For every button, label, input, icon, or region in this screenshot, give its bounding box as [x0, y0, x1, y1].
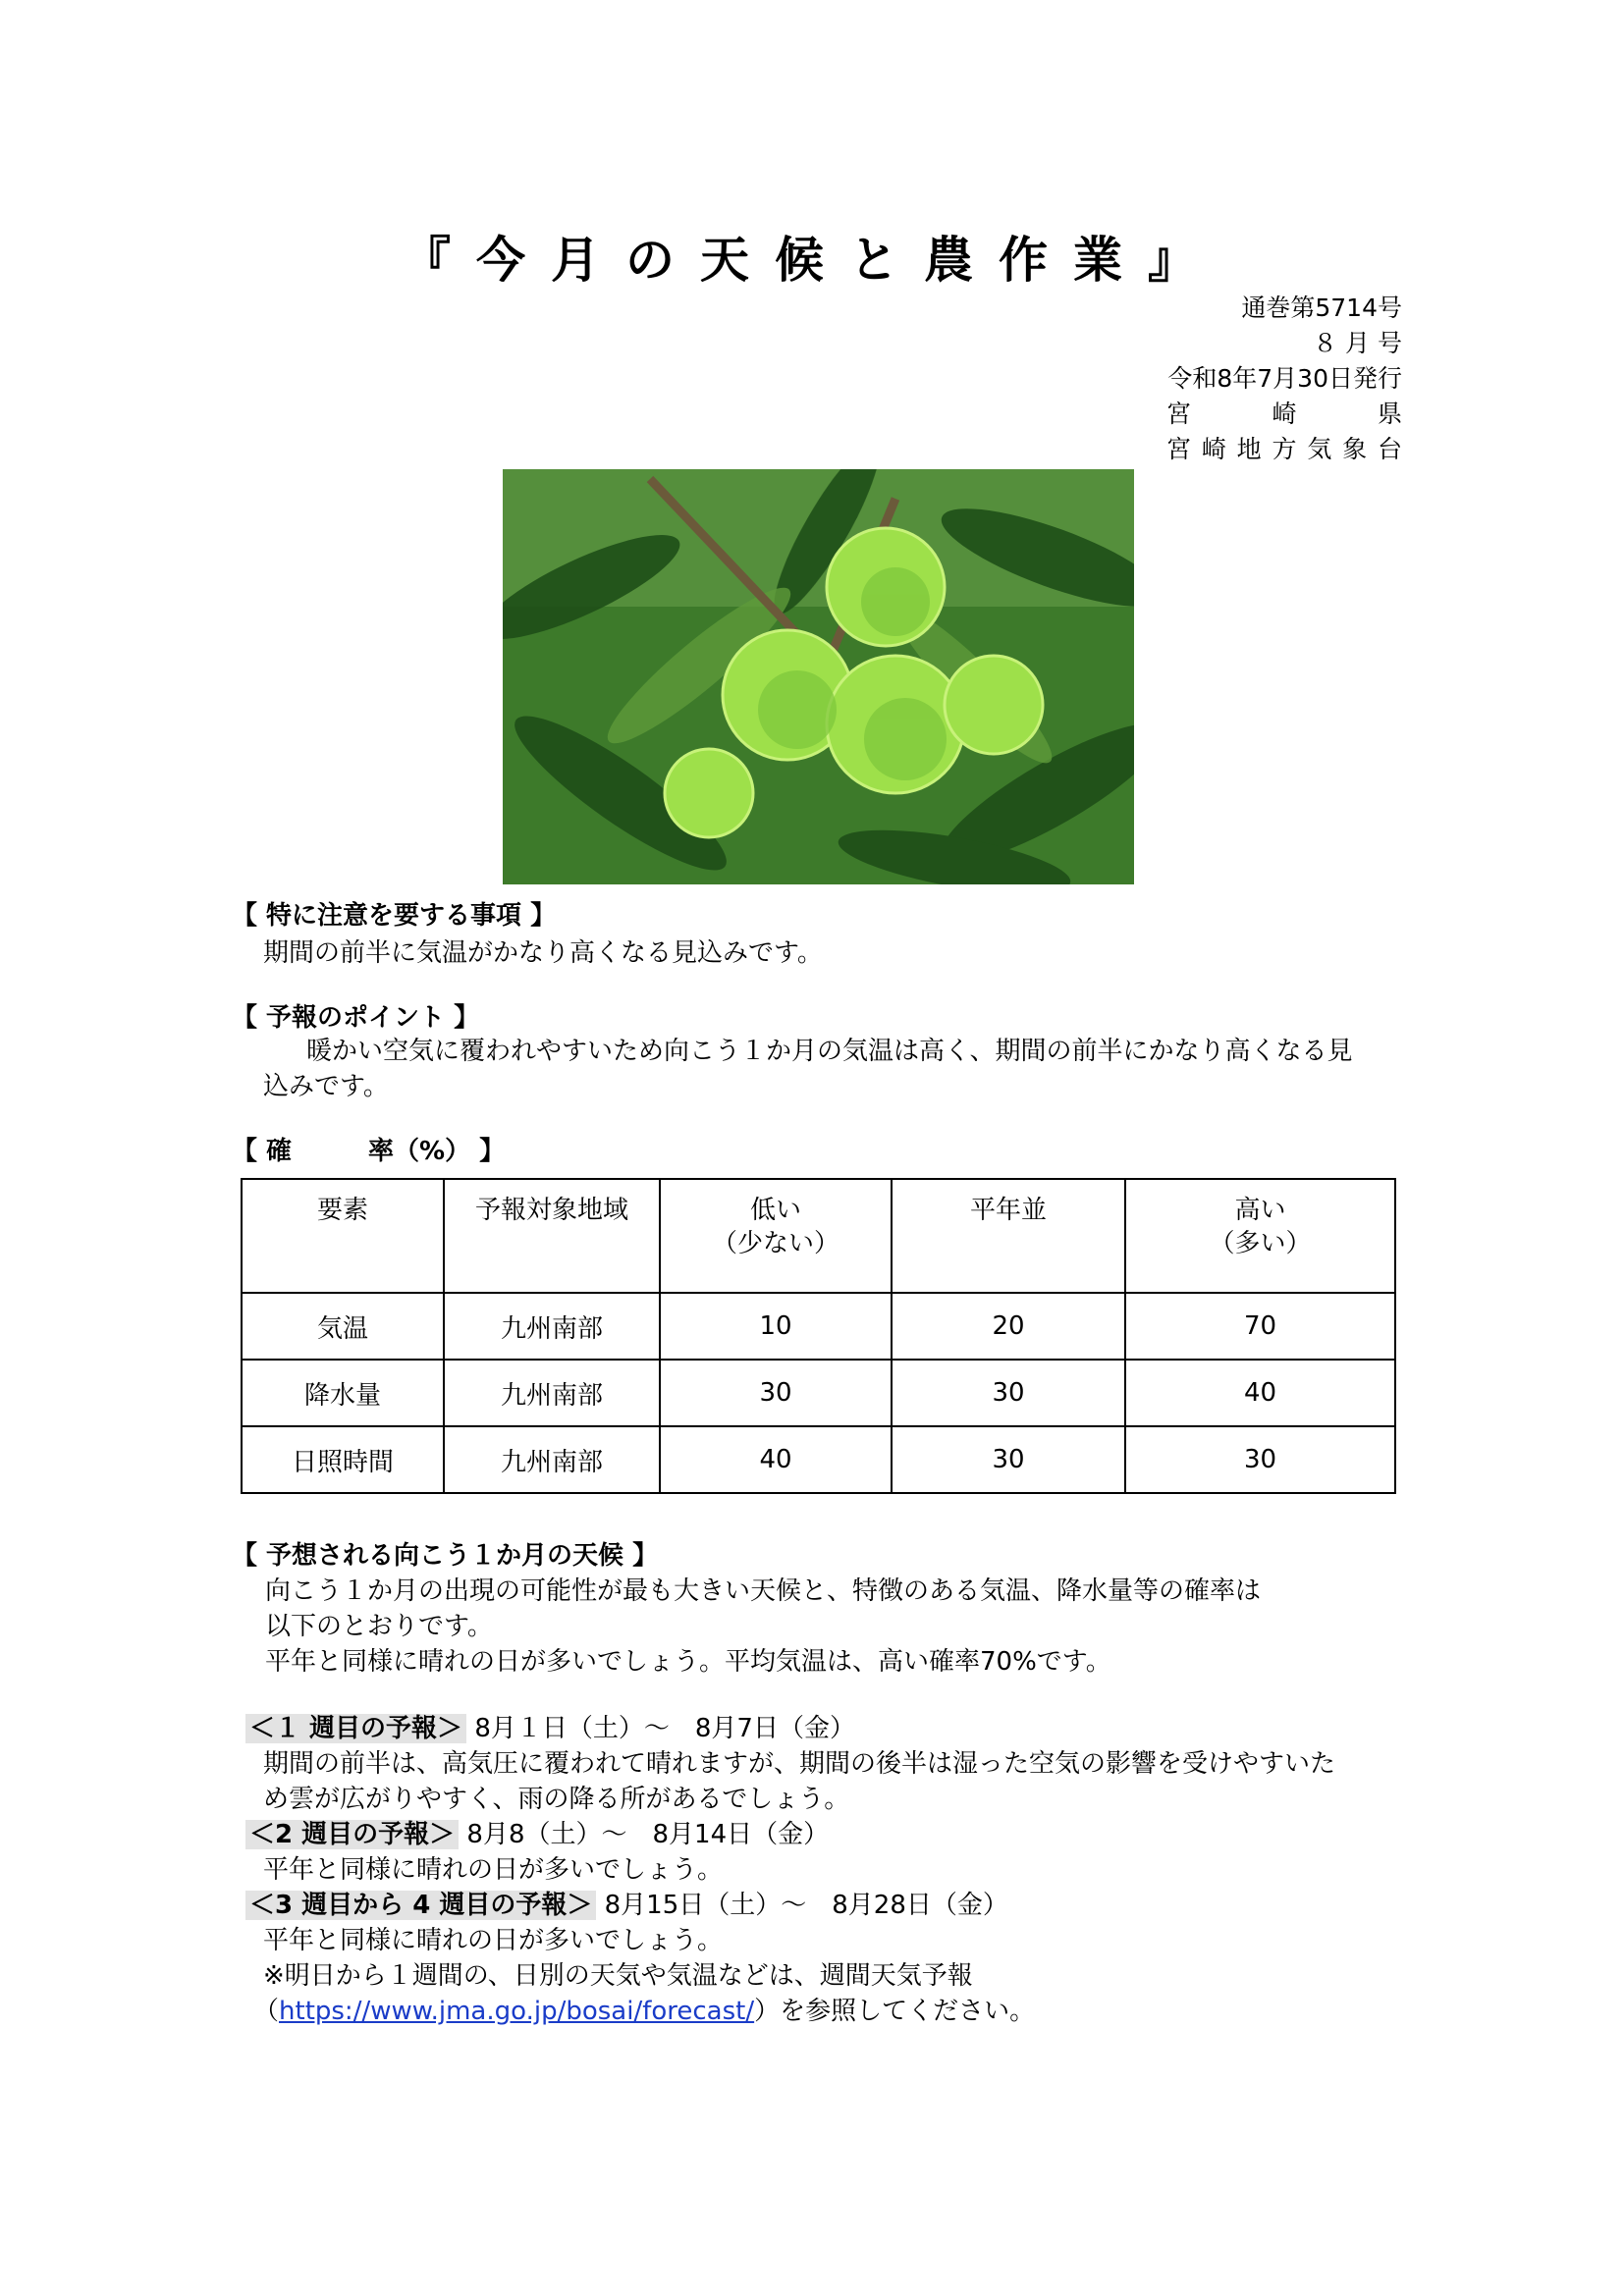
table-cell: 九州南部 — [444, 1293, 660, 1360]
table-cell: 日照時間 — [242, 1426, 444, 1493]
table-cell: 40 — [660, 1426, 892, 1493]
table-cell: 30 — [892, 1360, 1125, 1426]
issue-meta — [1068, 291, 1402, 467]
chestnut-burrs-illustration — [503, 469, 1134, 884]
table-cell: 気温 — [242, 1293, 444, 1360]
week1-text-line1: 期間の前半は、高気圧に覆われて晴れますが、期間の後半は湿った空気の影響を受けやすいた — [263, 1749, 1336, 1779]
table-cell: 九州南部 — [444, 1426, 660, 1493]
week1-heading — [245, 1708, 855, 1744]
table-header-cell: 平年並 — [892, 1179, 1125, 1293]
issuer-prefecture: 宮 崎 県 — [1166, 400, 1402, 428]
week34-dates: 8月15日（土）～ 8月28日（金） — [604, 1891, 1008, 1920]
issue-number: 通巻第5714号 — [1241, 294, 1402, 322]
table-cell: 30 — [660, 1360, 892, 1426]
probability-table — [241, 1178, 1396, 1494]
table-row — [242, 1360, 1395, 1426]
table-cell: 20 — [892, 1293, 1125, 1360]
paren-open: （ — [253, 1997, 280, 2026]
week1-label: ＜１ 週目の予報＞ — [245, 1714, 466, 1743]
issuer-office: 宮 崎 地 方 気 象 台 — [1166, 435, 1402, 463]
table-header-cell: 低い （少ない） — [660, 1179, 892, 1293]
chestnut-burrs-photo — [503, 469, 1134, 884]
table-header-cell: 要素 — [242, 1179, 444, 1293]
table-row — [242, 1293, 1395, 1360]
table-header-row — [242, 1179, 1395, 1293]
forecast-link[interactable]: https://www.jma.go.jp/bosai/forecast/ — [279, 1997, 755, 2026]
table-cell: 30 — [892, 1426, 1125, 1493]
footer-reference — [253, 1991, 1035, 2027]
week1-text-line2: め雲が広がりやすく、雨の降る所があるでしょう。 — [263, 1785, 850, 1814]
issue-month: ８ 月 号 — [1313, 329, 1402, 357]
table-cell: 九州南部 — [444, 1360, 660, 1426]
outlook-text-line2: 以下のとおりです。 — [265, 1612, 493, 1641]
table-cell: 70 — [1125, 1293, 1395, 1360]
week2-dates: 8月8（土）～ 8月14日（金） — [466, 1820, 830, 1849]
table-row — [242, 1426, 1395, 1493]
points-text-line1: 暖かい空気に覆われやすいため向こう１か月の気温は高く、期間の前半にかなり高くなる見 — [306, 1037, 1353, 1066]
week2-text: 平年と同様に晴れの日が多いでしょう。 — [263, 1855, 724, 1885]
footer-note: ※明日から１週間の、日別の天気や気温などは、週間天気予報 — [263, 1961, 973, 1991]
outlook-text-line1: 向こう１か月の出現の可能性が最も大きい天候と、特徴のある気温、降水量等の確率は — [265, 1576, 1262, 1606]
probability-heading: 【 確 率（%） 】 — [232, 1137, 506, 1166]
outlook-heading: 【 予想される向こう１か月の天候 】 — [232, 1541, 659, 1571]
footer-after-link: ）を参照してください。 — [754, 1997, 1036, 2026]
issue-date: 令和8年7月30日発行 — [1167, 364, 1402, 393]
outlook-text-line3: 平年と同様に晴れの日が多いでしょう。平均気温は、高い確率70%です。 — [265, 1647, 1111, 1677]
table-cell: 降水量 — [242, 1360, 444, 1426]
notice-heading: 【 特に注意を要する事項 】 — [232, 901, 557, 931]
week2-heading — [245, 1814, 829, 1850]
table-cell: 40 — [1125, 1360, 1395, 1426]
points-heading: 【 予報のポイント 】 — [232, 1003, 480, 1033]
week34-text: 平年と同様に晴れの日が多いでしょう。 — [263, 1926, 724, 1955]
week2-label: ＜2 週目の予報＞ — [245, 1820, 459, 1849]
page-title: 『今月の天候と農作業』 — [402, 232, 1222, 289]
table-header-cell: 予報対象地域 — [444, 1179, 660, 1293]
table-header-cell: 高い （多い） — [1125, 1179, 1395, 1293]
week1-dates: 8月１日（土）～ 8月7日（金） — [474, 1714, 855, 1743]
points-text-line2: 込みです。 — [263, 1072, 389, 1101]
table-cell: 30 — [1125, 1426, 1395, 1493]
week34-heading — [245, 1885, 1008, 1921]
notice-text: 期間の前半に気温がかなり高くなる見込みです。 — [263, 938, 823, 968]
table-cell: 10 — [660, 1293, 892, 1360]
week34-label: ＜3 週目から 4 週目の予報＞ — [245, 1891, 596, 1920]
